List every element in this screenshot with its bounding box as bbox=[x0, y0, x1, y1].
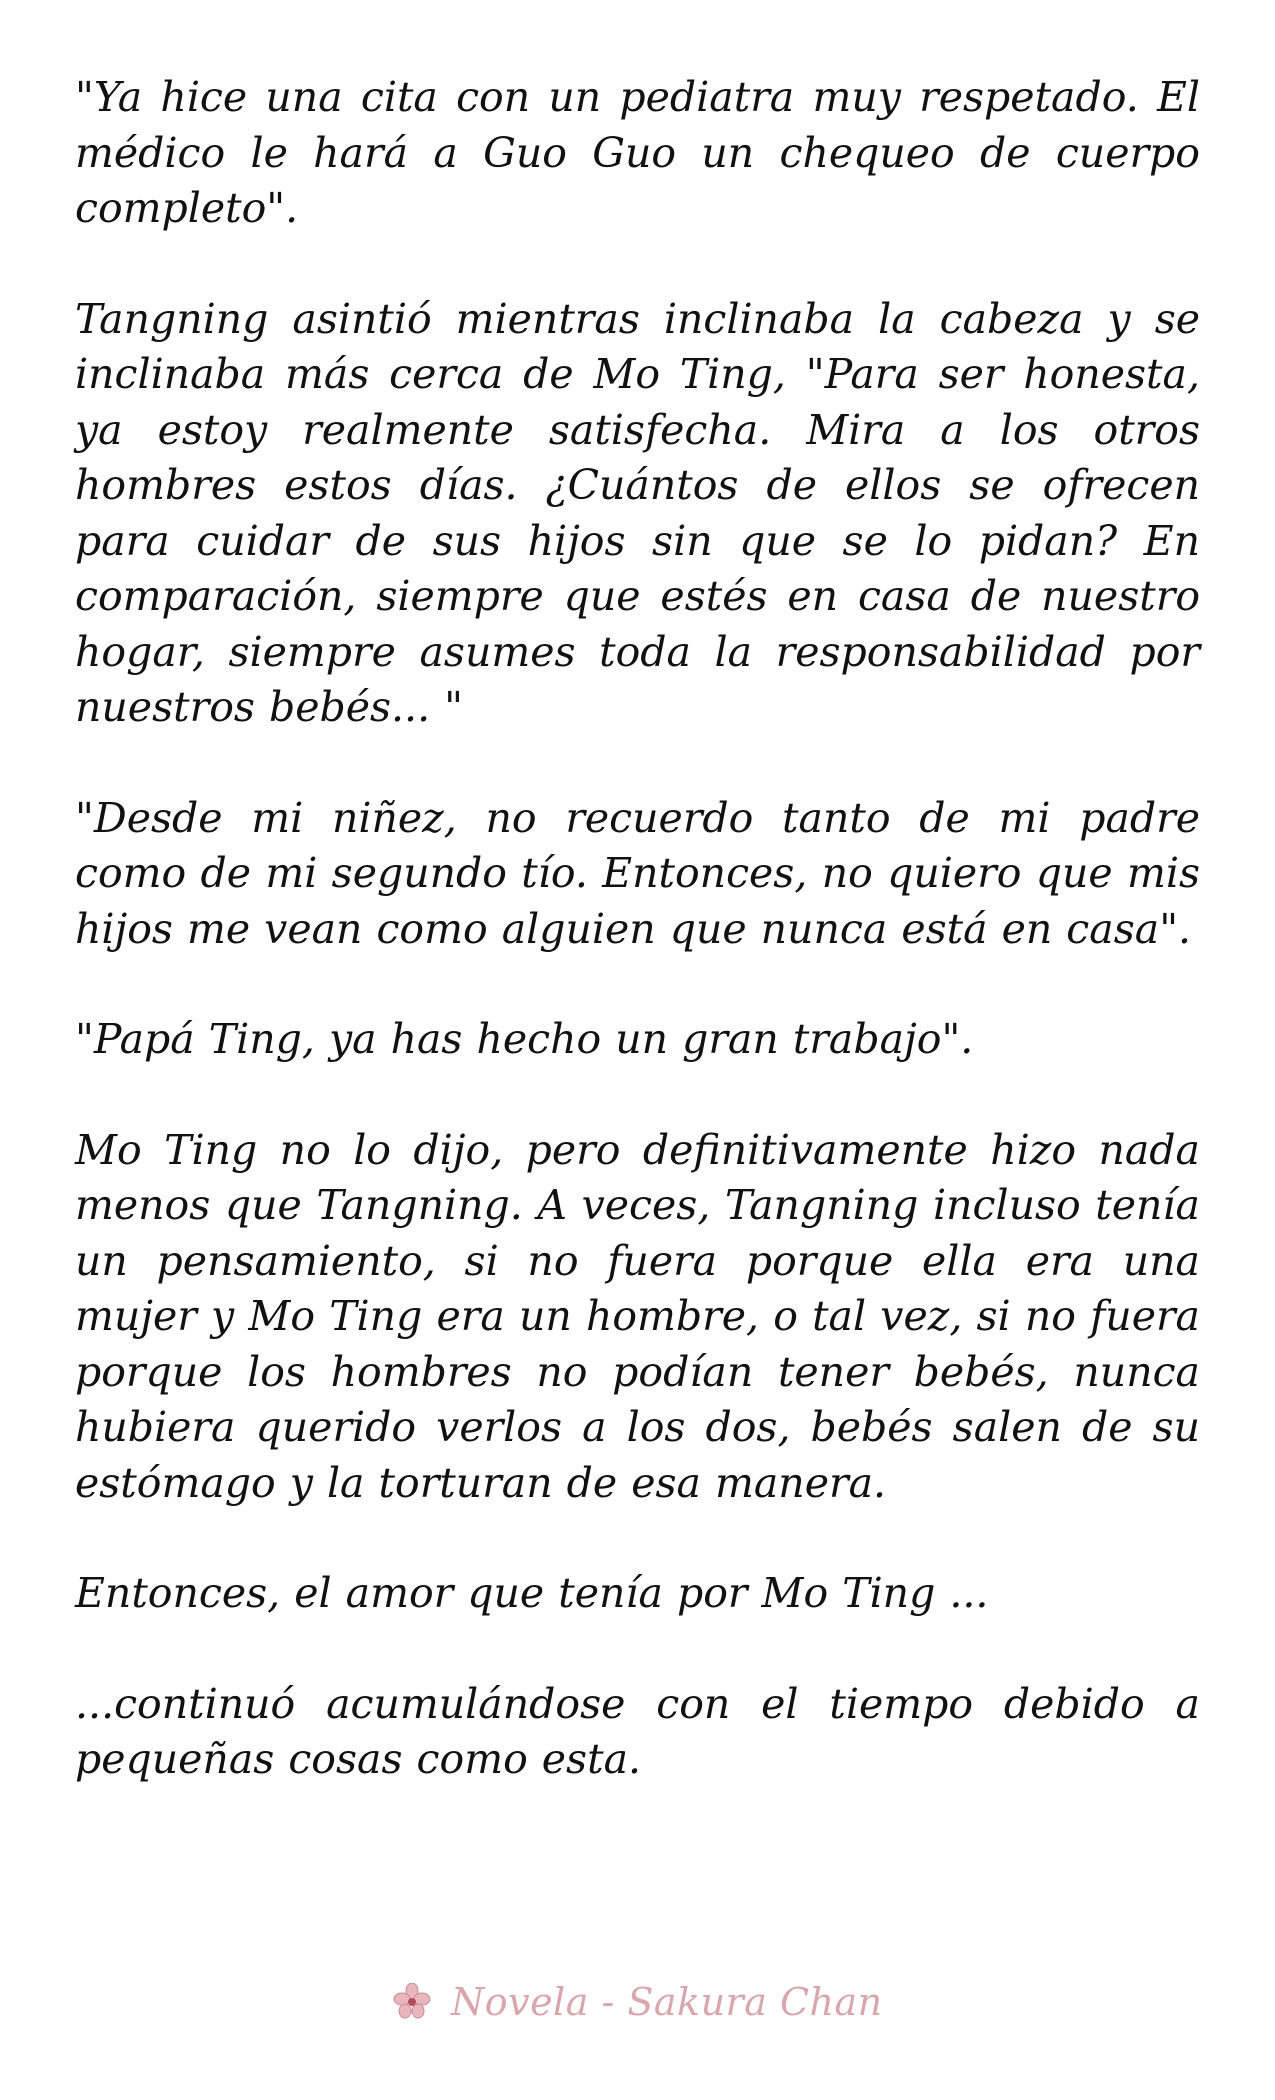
paragraph-4: "Papá Ting, ya has hecho un gran trabajo". bbox=[75, 1015, 974, 1063]
paragraph-7: ...continuó acumulándose con el tiempo debido a pequeñas cosas como esta. bbox=[75, 1679, 1200, 1783]
paragraph-1: "Ya hice una cita con un pediatra muy respetado. El médico le hará a Guo Guo un chequeo de cuerpo completo". bbox=[75, 73, 1200, 232]
document-body bbox=[75, 70, 1200, 1843]
watermark bbox=[0, 1980, 1275, 2024]
paragraph-2: Tangning asintió mientras inclinaba la cabeza y se inclinaba más cerca de Mo Ting, "Para ser honesta, ya estoy realmente satisfecha. Mira a los otros hombres estos días. ¿Cuántos de ellos se ofrecen para cuidar de sus hijos sin que se lo pidan? En comparación, siempre que estés en casa de nuestro hogar, siempre asumes toda la responsabilidad por nuestros bebés... " bbox=[75, 294, 1200, 731]
sakura-flower-icon bbox=[392, 1983, 432, 2019]
paragraph-6: Entonces, el amor que tenía por Mo Ting ... bbox=[75, 1569, 989, 1617]
watermark-text: Novela - Sakura Chan bbox=[450, 1980, 883, 2024]
paragraph-5: Mo Ting no lo dijo, pero definitivamente hizo nada menos que Tangning. A veces, Tangning incluso tenía un pensamiento, si no fuera porque ella era una mujer y Mo Ting era un hombre, o tal vez, si no fuera porque los hombres no podían tener bebés, nunca hubiera querido verlos a los dos, bebés salen de su estómago y la torturan de esa manera. bbox=[75, 1125, 1200, 1507]
paragraph-3: "Desde mi niñez, no recuerdo tanto de mi padre como de mi segundo tío. Entonces, no quiero que mis hijos me vean como alguien que nunca está en casa". bbox=[75, 793, 1200, 953]
